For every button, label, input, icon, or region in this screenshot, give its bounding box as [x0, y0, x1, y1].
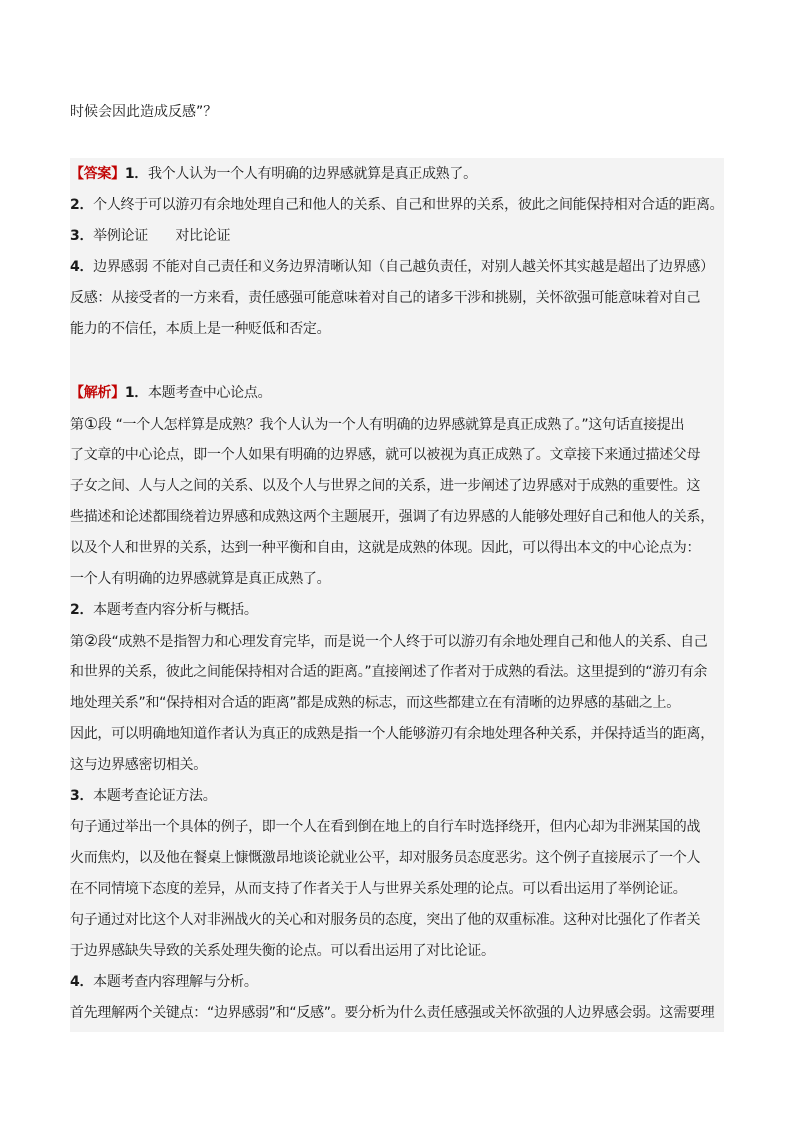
- paragraph-line: 火而焦灼，以及他在餐桌上慷慨激昂地谈论就业公平，却对服务员态度恶劣。这个例子直接展示了一个人: [70, 850, 701, 866]
- paragraph-line: 句子通过举出一个具体的例子，即一个人在看到倒在地上的自行车时选择绕开，但内心却为非洲某国的战: [70, 819, 701, 835]
- analysis-section: [70, 348, 724, 1032]
- paragraph-line: 第①段 “一个人怎样算是成熟？我个人认为一个人有明确的边界感就算是真正成熟了。”这句话直接提出: [70, 414, 685, 433]
- analysis-heading-4: 4．本题考查内容理解与分析。: [70, 974, 258, 990]
- answer-line-4: 4．边界感弱 不能对自己责任和义务边界清晰认知（自己越负责任，对别人越关怀其实越是超出了边界感）: [70, 259, 714, 275]
- paragraph-line: 和世界的关系，彼此之间能保持相对合适的距离。”直接阐述了作者对于成熟的看法。这里提到的“游刃有余: [70, 664, 708, 680]
- answer-line-6: 能力的不信任，本质上是一种贬低和否定。: [70, 321, 331, 337]
- paragraph-line: 因此，可以明确地知道作者认为真正的成熟是指一个人能够游刃有余地处理各种关系，并保持适当的距离，: [70, 726, 714, 742]
- circled-number: ①: [83, 414, 98, 433]
- paragraph-line: 一个人有明确的边界感就算是真正成熟了。: [70, 571, 331, 587]
- answer-line-2: 2．个人终于可以游刃有余地处理自己和他人的关系、自己和世界的关系，彼此之间能保持相对合适的距离。: [70, 197, 724, 213]
- answer-line-3: 3．举例论证 对比论证: [70, 228, 231, 244]
- paragraph-line: 在不同情境下态度的差异，从而支持了作者关于人与世界关系处理的论点。可以看出运用了举例论证。: [70, 881, 687, 897]
- answer-tag: 【答案】: [70, 166, 125, 182]
- answer-line-1: 【答案】1．我个人认为一个人有明确的边界感就算是真正成熟了。: [70, 166, 477, 182]
- analysis-tag: 【解析】: [70, 385, 125, 401]
- answer-line-5: 反感：从接受者的一方来看，责任感强可能意味着对自己的诸多干涉和挑剔，关怀欲强可能意味着对自己: [70, 290, 701, 306]
- paragraph-line: 地处理关系”和“保持相对合适的距离”都是成熟的标志，而这些都建立在有清晰的边界感的基础之上。: [70, 695, 680, 711]
- circled-number: ②: [83, 631, 98, 650]
- analysis-heading-2: 2．本题考查内容分析与概括。: [70, 602, 258, 618]
- paragraph-line: 以及个人和世界的关系，达到一种平衡和自由，这就是成熟的体现。因此，可以得出本文的中心论点为：: [70, 540, 701, 556]
- paragraph-line: 于边界感缺失导致的关系处理失衡的论点。可以看出运用了对比论证。: [70, 943, 495, 959]
- paragraph-line: 第②段“成熟不是指智力和心理发育完毕，而是说一个人终于可以游刃有余地处理自己和他人的关系、自己: [70, 631, 708, 650]
- top-line: 时候会因此造成反感”？: [70, 104, 218, 120]
- paragraph-line: 这与边界感密切相关。: [70, 757, 207, 773]
- paragraph-line: 子女之间、人与人之间的关系、以及个人与世界之间的关系，进一步阐述了边界感对于成熟的重要性。这: [70, 478, 701, 494]
- paragraph-line: 句子通过对比这个人对非洲战火的关心和对服务员的态度，突出了他的双重标准。这种对比强化了作者关: [70, 912, 701, 928]
- paragraph-line: 首先理解两个关键点：“边界感弱”和“反感”。要分析为什么责任感强或关怀欲强的人边界感会弱。这需要理: [70, 1005, 715, 1021]
- analysis-heading-3: 3．本题考查论证方法。: [70, 788, 217, 804]
- paragraph-line: 些描述和论述都围绕着边界感和成熟这两个主题展开，强调了有边界感的人能够处理好自己和他人的关系，: [70, 509, 714, 525]
- paragraph-line: 了文章的中心论点，即一个人如果有明确的边界感，就可以被视为真正成熟了。文章接下来通过描述父母: [70, 447, 701, 463]
- answer-section: [70, 158, 724, 348]
- analysis-heading-1: 【解析】1．本题考查中心论点。: [70, 385, 272, 401]
